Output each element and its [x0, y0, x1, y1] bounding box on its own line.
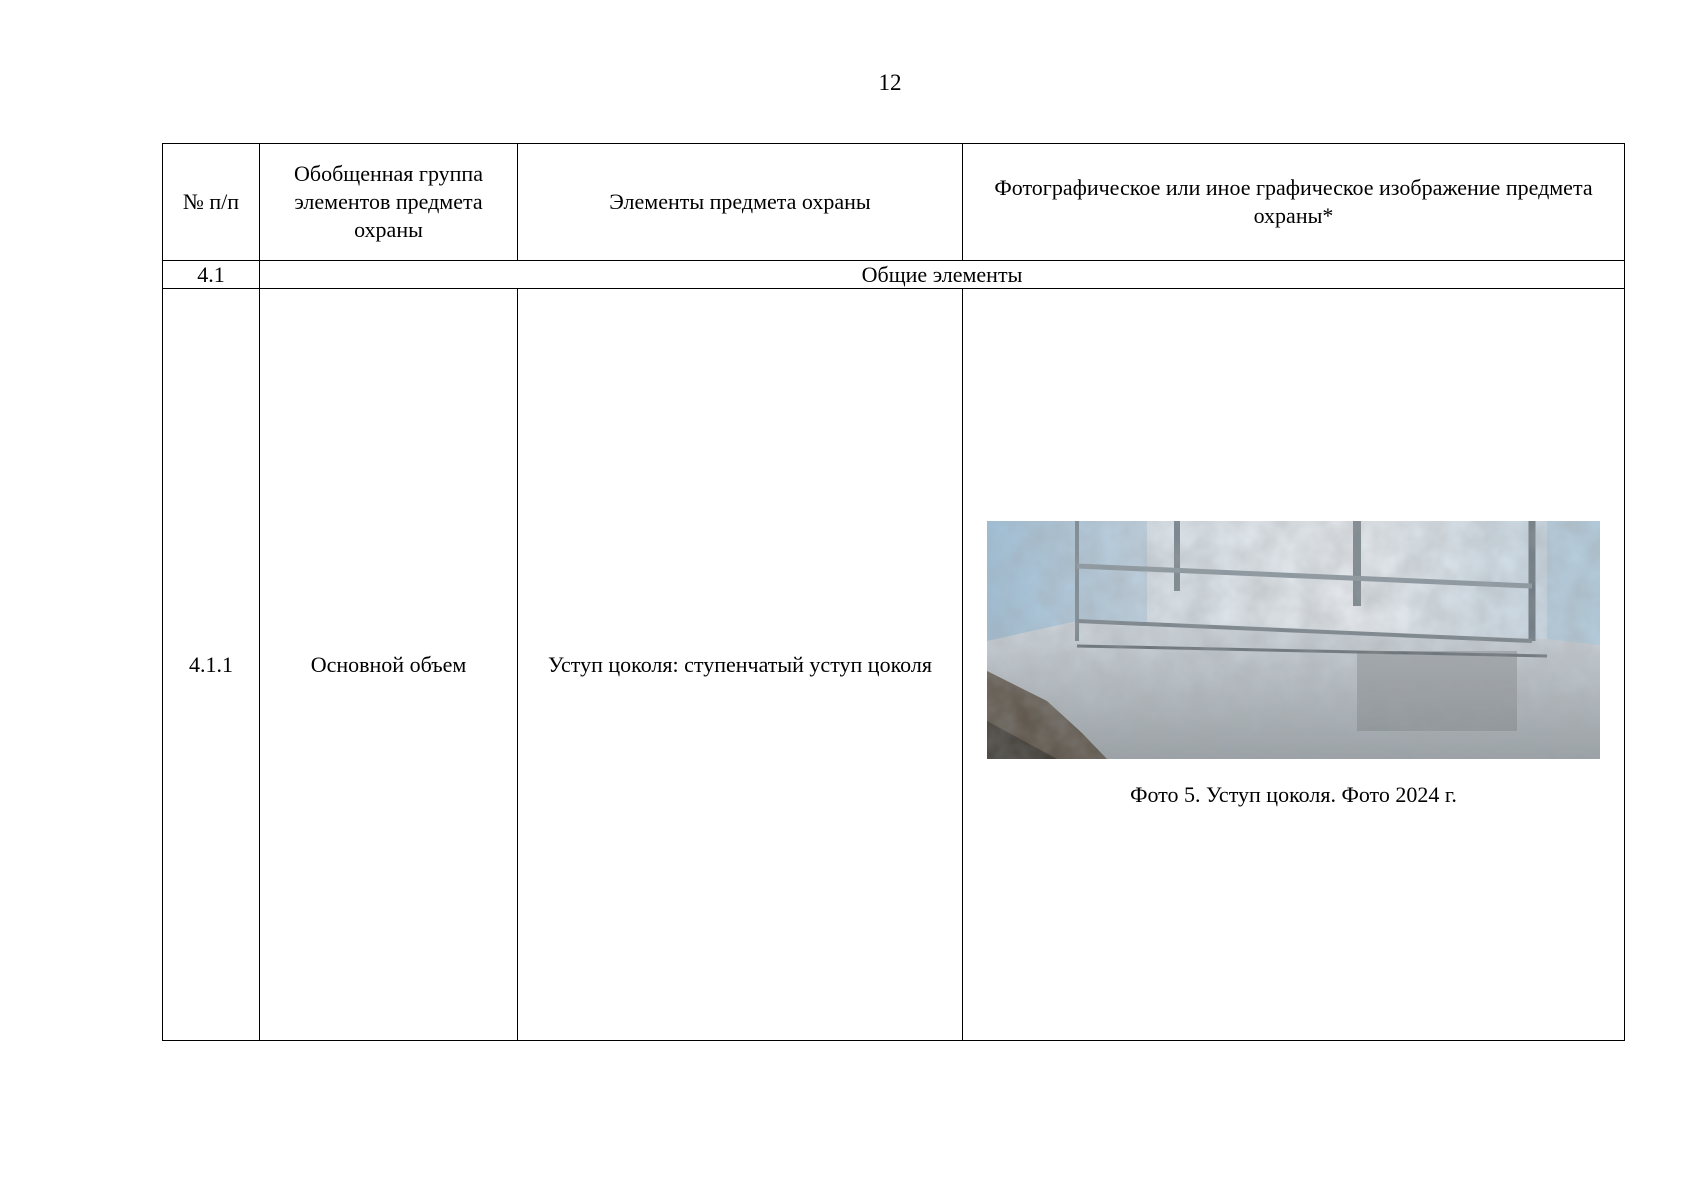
row-group: Основной объем	[260, 289, 518, 1041]
table-row	[163, 289, 1625, 1041]
table-header-row	[163, 144, 1625, 261]
header-num: № п/п	[163, 144, 260, 261]
photo-caption: Фото 5. Уступ цоколя. Фото 2024 г.	[1130, 781, 1457, 807]
page-number: 12	[878, 70, 902, 95]
protection-table	[162, 143, 1625, 1041]
header-image: Фотографическое или иное графическое изображение предмета охраны*	[963, 144, 1625, 261]
row-image-cell	[963, 289, 1625, 1041]
row-elements: Уступ цоколя: ступенчатый уступ цоколя	[518, 289, 963, 1041]
plinth-photo	[987, 521, 1600, 759]
section-num: 4.1	[163, 261, 260, 289]
header-elements: Элементы предмета охраны	[518, 144, 963, 261]
row-num: 4.1.1	[163, 289, 260, 1041]
header-group: Обобщенная группа элементов предмета охраны	[260, 144, 518, 261]
section-row	[163, 261, 1625, 289]
section-title: Общие элементы	[260, 261, 1625, 289]
